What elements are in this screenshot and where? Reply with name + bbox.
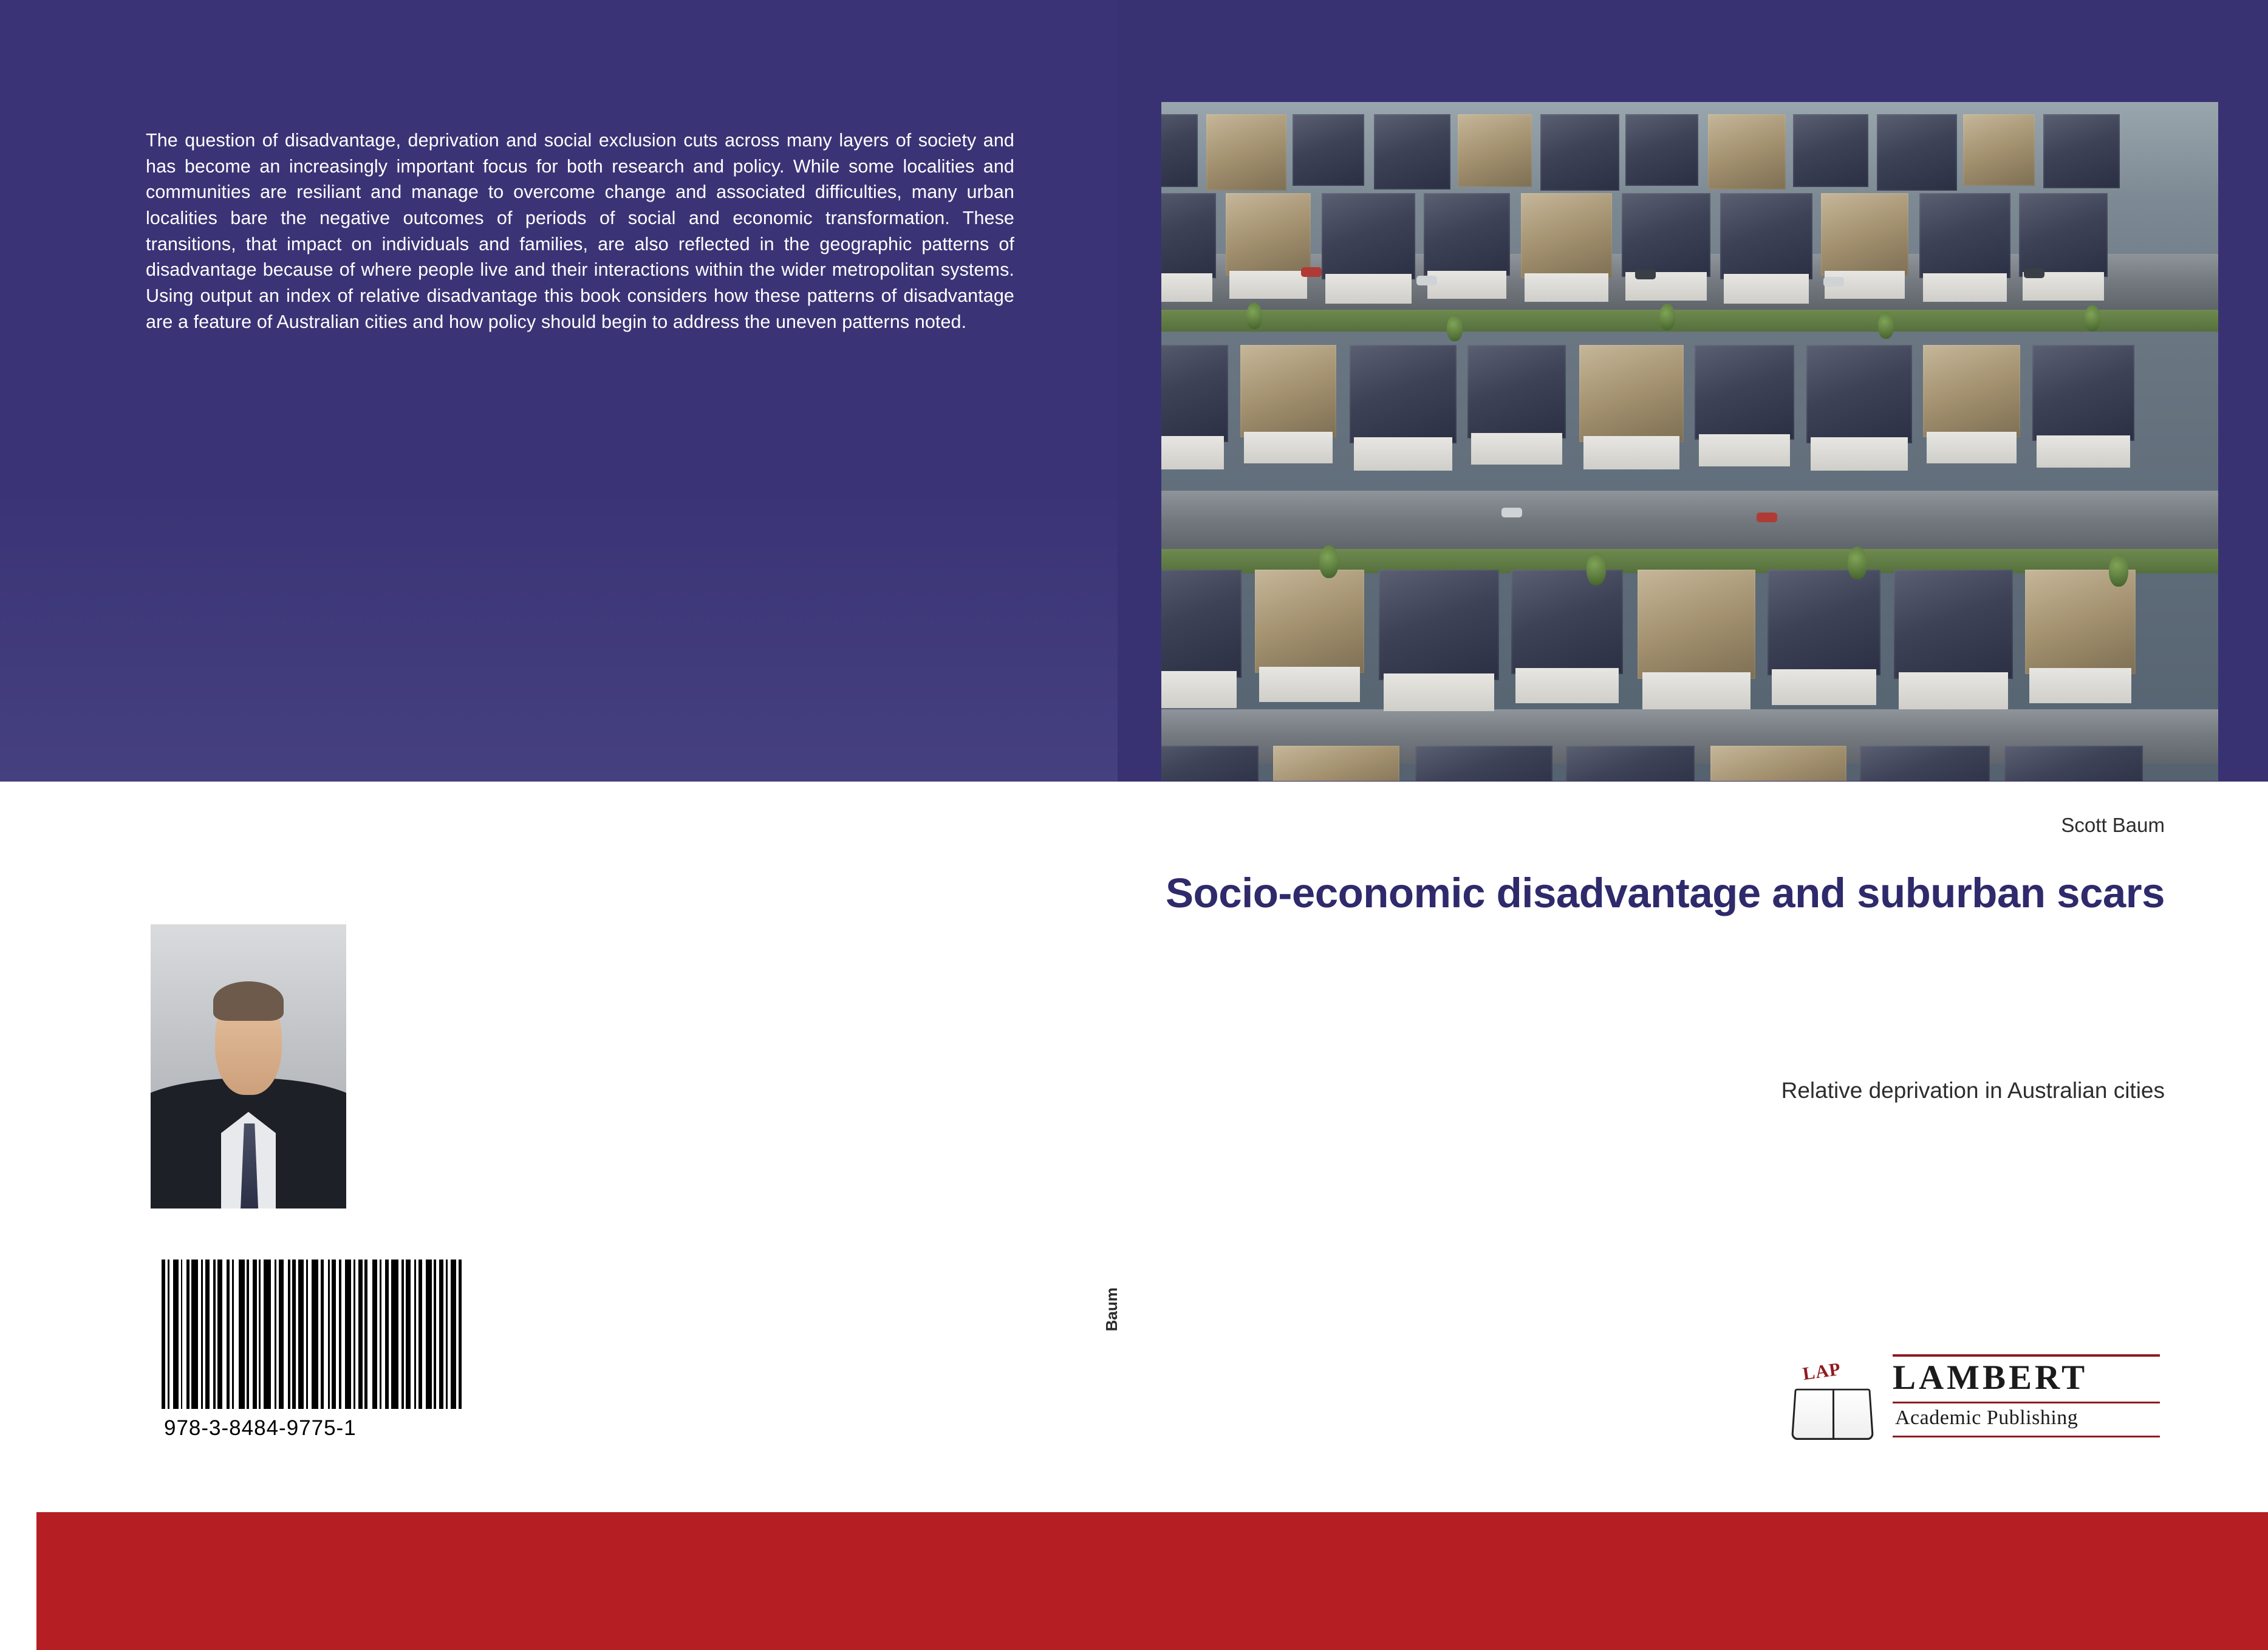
bottom-red-band	[0, 1512, 2268, 1650]
spine-author	[1102, 1287, 1127, 1409]
photo-house-row	[1161, 345, 2218, 448]
photo-house-row	[1161, 570, 2218, 685]
front-cover-title: Socio-economic disadvantage and suburban scars	[1166, 870, 2165, 916]
publisher-mark: LAP	[1801, 1359, 1842, 1385]
publisher-logo	[1786, 1354, 2162, 1451]
photo-tree	[1848, 547, 1867, 579]
photo-street	[1161, 491, 2218, 549]
photo-car	[1501, 508, 1522, 517]
spine-author-text: Baum	[1102, 1287, 1121, 1332]
photo-house-row	[1161, 746, 2218, 781]
photo-tree	[1447, 315, 1463, 341]
logo-rule-middle	[1893, 1402, 2160, 1403]
photo-tree	[1587, 553, 1606, 585]
spine-title	[1102, 0, 1128, 58]
photo-car	[2024, 268, 2044, 278]
photo-tree	[1319, 545, 1339, 578]
photo-car	[1757, 513, 1777, 522]
barcode-isbn: 978-3-8484-9775-1	[164, 1416, 357, 1440]
photo-tree	[1659, 304, 1675, 330]
front-cover-subtitle: Relative deprivation in Australian cities	[1781, 1078, 2165, 1103]
author-bio-text: Trained in Economics and Sociology at The Flinders University of South Australia Scott Baum has held research positions at several Australian universities. His research interests span several disciplines including sociology, economic and public health and include collaborations with Australian and international colleagues.	[384, 956, 953, 1074]
barcode-bars	[162, 1260, 462, 1409]
photo-house-row	[1161, 114, 2218, 193]
author-photo-hair	[213, 981, 284, 1021]
photo-tree	[1878, 312, 1894, 339]
photo-tree	[2085, 305, 2100, 332]
publisher-name: LAMBERT	[1893, 1359, 2088, 1397]
publisher-tagline: Academic Publishing	[1895, 1406, 2078, 1429]
photo-car	[1301, 267, 1322, 277]
barcode	[151, 1251, 473, 1451]
back-cover-background	[0, 0, 1118, 782]
logo-rule-top	[1893, 1354, 2160, 1357]
photo-tree	[1246, 302, 1262, 329]
author-bio-block	[384, 922, 1009, 1077]
front-cover-author: Scott Baum	[2061, 814, 2165, 836]
author-bio-name: Scott Baum	[384, 924, 483, 944]
cover-photo	[1161, 102, 2218, 781]
photo-lawn	[1161, 310, 2218, 332]
photo-tree	[2109, 554, 2128, 587]
bottom-band-edge	[0, 1512, 36, 1650]
photo-car	[1416, 276, 1437, 285]
back-cover-blurb: The question of disadvantage, deprivation and social exclusion cuts across many layers of society and has become an increasingly important focus for both research and policy. While some localities and communities are resiliant and manage to overcome change and associated difficulties, many urban localities bare the negative outcomes of periods of social and economic transformation. These transitions, that impact on individuals and families, are also reflected in the geographic patterns of disadvantage because of where people live and their interactions within the wider metropolitan systems. Using output an index of relative disadvantage this book considers how these patterns of disadvantage are a feature of Australian cities and how policy should begin to address the uneven patterns noted.	[146, 130, 1014, 332]
logo-rule-bottom	[1893, 1436, 2160, 1437]
open-book-pages	[1791, 1389, 1874, 1440]
author-photo	[151, 924, 346, 1209]
photo-car	[1823, 277, 1844, 287]
photo-car	[1635, 270, 1656, 279]
open-book-icon	[1786, 1359, 1877, 1444]
